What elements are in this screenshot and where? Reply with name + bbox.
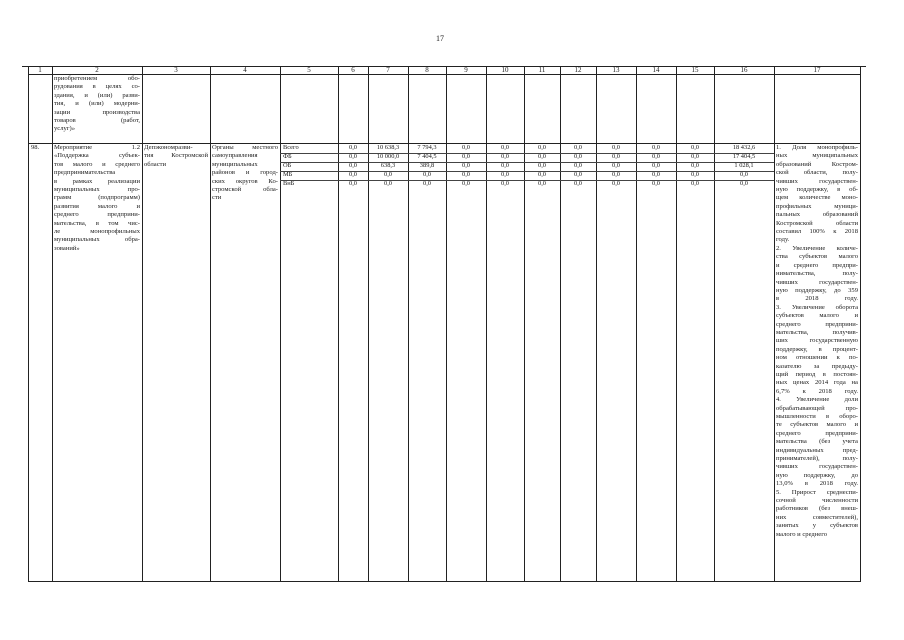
funding-value: 0,0: [691, 153, 699, 160]
funding-value: 0,0: [652, 162, 660, 169]
funding-value: 0,0: [538, 171, 546, 178]
funding-value: 0,0: [740, 180, 748, 187]
text-line: муниципальных: [212, 160, 258, 168]
column-number-6: 6: [351, 66, 355, 74]
responsible-executor: [144, 144, 208, 169]
text-line: среднего предприни-: [776, 429, 858, 437]
funding-value: 17 404,5: [732, 153, 756, 160]
funding-value: 0,0: [652, 180, 660, 187]
text-line: приобретением обо-: [54, 75, 140, 82]
funding-value: 0,0: [462, 180, 470, 187]
funding-value: 0,0: [691, 180, 699, 187]
event-description: [54, 144, 140, 253]
funding-value: 0,0: [574, 171, 582, 178]
text-line: ных муниципальных: [776, 152, 858, 160]
text-line: в 2018 году.: [776, 295, 858, 303]
text-line: товаров (работ,: [54, 117, 140, 125]
text-line: ства субъектов малого: [776, 253, 858, 261]
text-line: ном отношении к по-: [776, 354, 858, 362]
column-number-7: 7: [386, 66, 390, 74]
funding-value: 0,0: [349, 153, 357, 160]
text-line: 13,0% в 2018 году.: [776, 480, 858, 488]
text-line: муниципальных про-: [54, 186, 140, 194]
text-line: Органы местного: [212, 144, 278, 151]
funding-value: 0,0: [574, 162, 582, 169]
funding-value: 0,0: [538, 162, 546, 169]
column-rule: [210, 66, 211, 582]
funding-value: 0,0: [652, 153, 660, 160]
table-bottom-border: [28, 581, 860, 582]
text-line: сти: [212, 194, 222, 202]
text-line: ную поддержку, до: [776, 471, 858, 479]
funding-value: 18 432,6: [732, 144, 756, 151]
column-number-15: 15: [691, 66, 699, 74]
text-line: «Поддержка субъек-: [54, 152, 140, 160]
funding-value: 0,0: [652, 144, 660, 151]
column-number-1: 1: [38, 66, 42, 74]
funding-value: 0,0: [349, 171, 357, 178]
prev-row-event-description: [54, 75, 140, 134]
text-line: тов малого и среднего: [54, 160, 140, 168]
text-line: те субъектов малого и: [776, 421, 858, 429]
text-line: занятых у субъектов: [776, 522, 858, 530]
column-rule: [774, 66, 775, 582]
text-line: Депэкономразви-: [144, 144, 193, 151]
column-rule: [280, 66, 281, 582]
text-line: принимателей), полу-: [776, 455, 858, 463]
text-line: мательства, получив-: [776, 328, 858, 336]
column-number-5: 5: [307, 66, 311, 74]
column-number-13: 13: [612, 66, 620, 74]
text-line: муниципальных обра-: [54, 236, 140, 244]
text-line: составил 100% к 2018: [776, 228, 858, 236]
text-line: 4. Увеличение доли: [776, 396, 858, 404]
text-line: пальных образований: [776, 211, 858, 219]
column-number-12: 12: [574, 66, 582, 74]
funding-value: 0,0: [612, 180, 620, 187]
funding-value: 0,0: [538, 180, 546, 187]
funding-value: 0,0: [349, 144, 357, 151]
text-line: среднего предприни-: [54, 211, 140, 219]
column-number-3: 3: [174, 66, 178, 74]
text-line: грамм (подпрограмм): [54, 194, 140, 202]
text-line: тия, и (или) модерни-: [54, 100, 140, 108]
funding-value: 0,0: [349, 162, 357, 169]
column-number-4: 4: [243, 66, 247, 74]
funding-value: 0,0: [538, 144, 546, 151]
funding-value: 10 000,0: [376, 153, 400, 160]
text-line: малого и среднего: [776, 530, 828, 538]
text-line: рудования в целях со-: [54, 83, 140, 91]
text-line: области: [144, 160, 167, 168]
funding-value: 7 794,3: [417, 144, 437, 151]
text-line: работников (без внеш-: [776, 505, 858, 513]
text-line: ную поддержку, до 359: [776, 286, 858, 294]
text-line: субъектов малого и: [776, 312, 858, 320]
column-number-14: 14: [652, 66, 660, 74]
text-line: чивших государствен-: [776, 278, 858, 286]
funding-value: 0,0: [462, 171, 470, 178]
funding-value: 0,0: [691, 144, 699, 151]
text-line: образований Костром-: [776, 160, 858, 168]
column-number-10: 10: [501, 66, 509, 74]
text-line: сочной численности: [776, 497, 858, 505]
text-line: обрабатывающей про-: [776, 404, 858, 412]
text-line: 1. Доля монопрофиль-: [776, 144, 858, 151]
text-line: и среднего предпри-: [776, 261, 858, 269]
funding-value: 0,0: [691, 171, 699, 178]
funding-value: 0,0: [423, 180, 431, 187]
column-number-11: 11: [538, 66, 546, 74]
funding-source-label: Всего: [283, 144, 299, 151]
funding-value: 0,0: [501, 171, 509, 178]
text-line: 3. Увеличение оборота: [776, 303, 858, 311]
text-line: тия Костромской: [144, 152, 208, 160]
text-line: мательства (без учета: [776, 438, 858, 446]
program-table: [28, 66, 860, 582]
funding-value: 0,0: [423, 171, 431, 178]
column-number-8: 8: [425, 66, 429, 74]
text-line: Мероприятие 1.2: [54, 144, 140, 151]
funding-value: 0,0: [501, 153, 509, 160]
column-number-9: 9: [464, 66, 468, 74]
page-number: 17: [436, 34, 444, 43]
column-rule: [28, 66, 29, 582]
funding-value: 0,0: [384, 171, 392, 178]
column-number-2: 2: [95, 66, 99, 74]
funding-value: 0,0: [349, 180, 357, 187]
text-line: ских округов Ко-: [212, 177, 278, 185]
text-line: 2. Увеличение количе-: [776, 244, 858, 252]
text-line: самоуправления: [212, 152, 258, 160]
row-number: 98.: [31, 144, 40, 151]
funding-value: 0,0: [612, 144, 620, 151]
text-line: щий период в постоян-: [776, 370, 858, 378]
text-line: 5. Прирост среднеспи-: [776, 488, 858, 496]
text-line: ных ценах 2014 года на: [776, 379, 858, 387]
text-line: районов и город-: [212, 169, 278, 177]
text-line: индивидуальных пред-: [776, 446, 858, 454]
header-bottom-border: [28, 74, 860, 75]
funding-value: 0,0: [652, 171, 660, 178]
funding-value: 0,0: [462, 162, 470, 169]
text-line: зации производства: [54, 108, 140, 116]
funding-value: 0,0: [501, 144, 509, 151]
funding-source-label: ВнБ: [283, 180, 295, 187]
text-line: здания, и (или) разви-: [54, 91, 140, 99]
text-line: ле монопрофильных: [54, 228, 140, 236]
text-line: казателю за предыду-: [776, 362, 858, 370]
column-number-17: 17: [813, 66, 821, 74]
funding-value: 0,0: [538, 153, 546, 160]
expected-results: [776, 144, 858, 539]
funding-value: 0,0: [612, 153, 620, 160]
column-rule: [142, 66, 143, 582]
text-line: щем количестве моно-: [776, 194, 858, 202]
text-line: среднего предприни-: [776, 320, 858, 328]
text-line: ской области, полу-: [776, 169, 858, 177]
text-line: предпринимательства: [54, 169, 116, 177]
column-rule: [860, 66, 861, 582]
text-line: чивших государствен-: [776, 463, 858, 471]
text-line: них совместителей),: [776, 513, 858, 521]
column-number-16: 16: [740, 66, 748, 74]
funding-source-label: МБ: [283, 171, 293, 178]
funding-value: 0,0: [574, 153, 582, 160]
funding-value: 1 028,1: [734, 162, 754, 169]
funding-value: 0,0: [462, 144, 470, 151]
text-line: 6,7% к 2018 году.: [776, 387, 858, 395]
text-line: услуг)»: [54, 125, 76, 133]
text-line: в рамках реализации: [54, 177, 140, 185]
funding-value: 0,0: [612, 162, 620, 169]
funding-value: 0,0: [740, 171, 748, 178]
funding-value: 0,0: [691, 162, 699, 169]
text-line: Костромской области: [776, 219, 858, 227]
funding-value: 7 404,5: [417, 153, 437, 160]
funding-value: 0,0: [612, 171, 620, 178]
co-executors: [212, 144, 278, 203]
funding-value: 0,0: [574, 144, 582, 151]
funding-value: 0,0: [501, 162, 509, 169]
text-line: ную поддержку, в об-: [776, 186, 858, 194]
text-line: мательства, в том чис-: [54, 219, 140, 227]
funding-value: 10 638,3: [376, 144, 400, 151]
funding-value: 0,0: [501, 180, 509, 187]
text-line: году.: [776, 236, 790, 244]
funding-value: 389,8: [419, 162, 435, 169]
funding-source-label: ОБ: [283, 162, 292, 169]
funding-value: 0,0: [574, 180, 582, 187]
funding-value: 0,0: [384, 180, 392, 187]
text-line: зований»: [54, 244, 80, 252]
text-line: нимательства, полу-: [776, 270, 858, 278]
column-rule: [52, 66, 53, 582]
funding-source-label: ФБ: [283, 153, 292, 160]
text-line: мышленности в оборо-: [776, 413, 858, 420]
text-line: поддержку, в процент-: [776, 345, 858, 353]
text-line: ших государственную: [776, 337, 858, 345]
funding-value: 638,3: [380, 162, 396, 169]
text-line: профильных муници-: [776, 202, 858, 210]
text-line: чивших государствен-: [776, 177, 858, 185]
text-line: развития малого и: [54, 202, 140, 210]
text-line: стромской обла-: [212, 186, 278, 194]
funding-value: 0,0: [462, 153, 470, 160]
